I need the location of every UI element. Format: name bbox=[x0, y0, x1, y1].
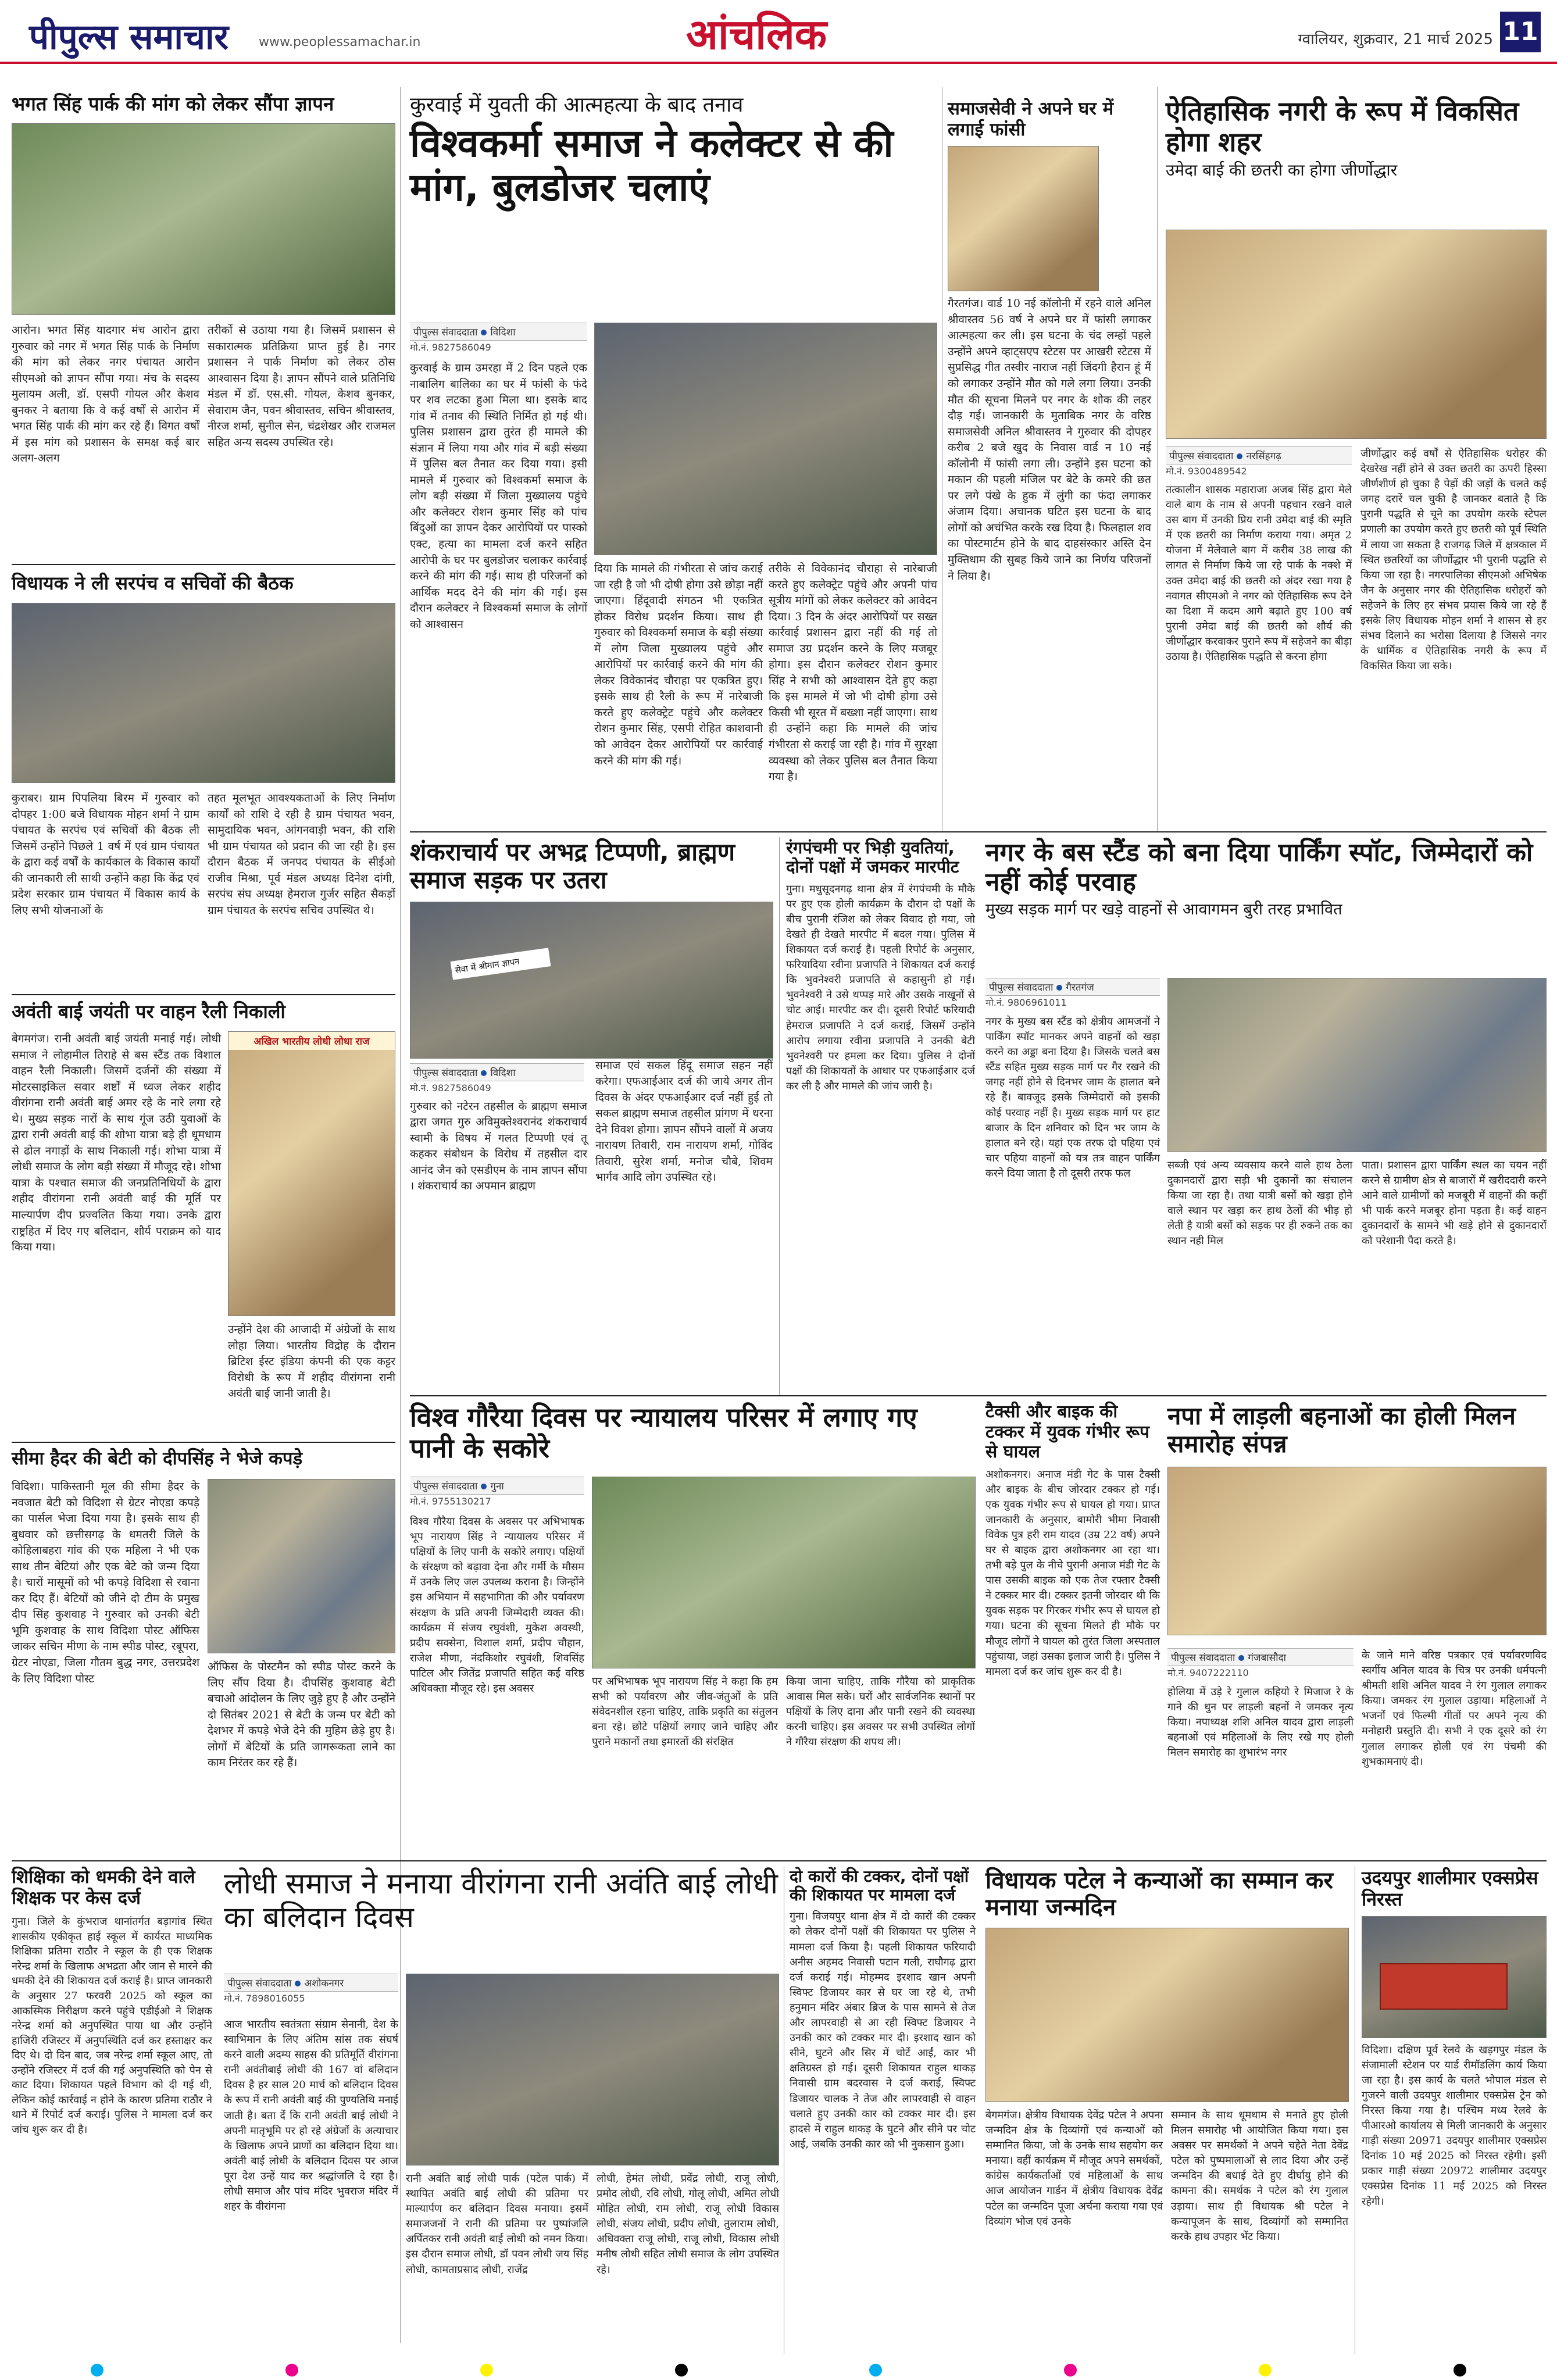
byline-block bbox=[410, 323, 587, 353]
article-body: कुरवाई के ग्राम उमरहा में 2 दिन पहले एक नाबालिग बालिका का घर में फांसी के फंदे पर शव लटका हुआ मिला था। इसके बाद गांव में तनाव की स्थिति निर्मित हो गई थी। पुलिस प्रशासन द्वारा तुरंत ही मामले की संज्ञान में लिया गया और गांव में बड़ी संख्या में पुलिस बल तैनात कर दिया गया। इसी मामले में गुरुवार को विश्वकर्मा समाज के लोग बड़ी संख्या में जिला मुख्यालय पहुंचे और कलेक्टर रोशन कुमार सिंह को पांच बिंदुओं का ज्ञापन देकर आरोपियों पर पास्को एक्ट, हत्या का मामला दर्ज करने सहित आरोपी के घर पर बुलडोजर चलाकर कार्रवाई करने की मांग की गई। साथ ही परिजनों को आर्थिक मदद देने की मांग की गई। इस दौरान कलेक्टर ने विश्वकर्मा समाज के लोगों को आश्वासन bbox=[410, 362, 587, 631]
column-rule bbox=[1157, 87, 1158, 831]
photo-banner-text: अखिल भारतीय लोधी लोधा राज bbox=[228, 1032, 395, 1050]
bullet-icon bbox=[481, 330, 487, 335]
article-mla-birthday bbox=[985, 1867, 1349, 2245]
article-photo bbox=[208, 1479, 395, 1653]
subhead: उमेदा बाई की छतरी का होगा जीर्णोद्धार bbox=[1166, 160, 1398, 180]
headline: रंगपंचमी पर भिड़ी युवतियां, दोनों पक्षों में जमकर मारपीट bbox=[786, 838, 959, 877]
article-body: उन्होंने देश की आजादी में अंग्रेजों के साथ लोहा लिया। भारतीय विद्रोह के दौरान ब्रिटिश ईस्ट इंडिया कंपनी की एक कट्टर विरोधी के रूप में शहीद वीरांगना रानी अवंती बाई जानी जाती है। bbox=[228, 1323, 395, 1400]
divider bbox=[218, 1860, 1547, 1861]
mobile-number: मो.नं. 9827586049 bbox=[410, 1082, 491, 1093]
headline: टैक्सी और बाइक की टक्कर में युवक गंभीर रूप से घायल bbox=[985, 1402, 1149, 1462]
print-registration-bar bbox=[0, 2360, 1557, 2380]
article-historic-city bbox=[1166, 96, 1547, 180]
mobile-number: मो.नं. 9407222110 bbox=[1167, 1667, 1249, 1678]
kicker: कुरवाई में युवती की आत्महत्या के बाद तनाव bbox=[410, 93, 744, 117]
headline: सीमा हैदर की बेटी को दीपसिंह ने भेजे कपड़े bbox=[12, 1448, 303, 1469]
article-body: ऑफिस के पोस्टमैन को स्पीड पोस्ट करने के लिए सौंप दिया है। दीपसिंह कुशवाह बेटी बचाओ आंदोलन के लिए जुड़े हुए है और उन्होंने दो सितंबर 2021 से बेटी के जन्म पर बेटी को देशभर में कपड़े भेजे देने की मुहिम छेड़े हुए है। लोगों में बेटियों के प्रति जागरूकता लाने का काम निरंतर कर रहे हैं। bbox=[208, 1660, 395, 1770]
article-photo bbox=[592, 1477, 976, 1668]
bullet-icon bbox=[481, 1070, 487, 1076]
bullet-icon bbox=[481, 1484, 487, 1489]
headline: शंकराचार्य पर अभद्र टिप्पणी, ब्राह्मण समाज सड़क पर उतरा bbox=[410, 838, 735, 895]
article-photo bbox=[1167, 978, 1547, 1152]
divider bbox=[410, 831, 1547, 832]
article-body: सब्जी एवं अन्य व्यवसाय करने वाले हाथ ठेला दुकानदारों द्वारा सड़ी भी दुकानों का संचालन किया जा रहा है। तथा यात्री बसों को खड़ा होने वाले स्थान पर खड़ा कर हाथ ठेलों की भीड़ हो लेती है यात्री बसों को सड़क पर ही रुकने तक का स्थान नही मिल bbox=[1167, 1159, 1352, 1248]
divider bbox=[410, 1395, 1547, 1396]
headline: समाजसेवी ने अपने घर में लगाई फांसी bbox=[948, 98, 1114, 140]
byline-block bbox=[410, 1063, 584, 1094]
article-sparrow-day bbox=[410, 1402, 977, 1464]
article-body: आज भारतीय स्वतंत्रता संग्राम सेनानी, देश के स्वाभिमान के लिए अंतिम सांस तक संघर्ष करने वाली अदम्य साहस की प्रतिमूर्ति वीरांगना रानी अवंतीबाई लोधी की 167 वां बलिदान दिवस है हर साल 20 मार्च को बलिदान दिवस के रूप में रानी अवंती बाई की पुण्यतिथि मनाई जाती है। बता दें कि रानी अवंती बाई लोधी ने अपनी मातृभूमि पर हो रहे अंग्रेजों के अत्याचार के खिलाफ अपने प्राणों का बलिदान दिया था। अवंती बाई लोधी के बलिदान दिवस पर आज पूरा देश उन्हें याद कर श्रद्धांजलि दे रहा है। लोधी समाज और पांच मंदिर भुवराज मंदिर में शहर के वीरांगना bbox=[224, 2018, 398, 2213]
article-photo bbox=[1167, 1467, 1547, 1635]
train-icon bbox=[1380, 1963, 1508, 2010]
subhead: मुख्य सड़क मार्ग पर खड़े वाहनों से आवागमन बुरी तरह प्रभावित bbox=[985, 900, 1342, 919]
article-car-collision bbox=[790, 1867, 976, 2152]
article-body: जीर्णोद्धार कई वर्षों से ऐतिहासिक धरोहर की देखरेख नहीं होने से उक्त छतरी का ऊपरी हिस्सा जीर्णशीर्ण हो चुका है पेड़ों की जड़ों के चलते कई जगह दरारें चल चुकी है जानकर बताते है कि पुरानी पद्धति से चूने का उपयोग करके स्टेपल प्रणाली का उपयोग करते हुए छतरी को पूर्व स्थिति में लाया जा सकता है राजगढ़ जिले में क्षत्रकाल में स्थित छतरियों का जीर्णोद्धार भी पुरानी पद्धति से किया जा रहा है। नगरपालिका सीएमओ अभिषेक जैन के अनुसार नगर की ऐतिहासिक धरोहरों को सहेजने के लिए हर संभव प्रयास किये जा रहे हैं इसके लिए विधायक मोहन शर्मा ने शासन से हर संभव दिलाने का भरोसा दिलाया है जिससे नगर के धार्मिक व ऐतिहासिक नगरी के रूप में विकसित किया जा सके। bbox=[1360, 448, 1547, 673]
bullet-icon bbox=[295, 1981, 301, 1986]
article-body: तहत मूलभूत आवश्यकताओं के लिए निर्माण कार्यों को राशि दे रही है ग्राम पंचायत भवन, सामुदायिक भवन, आंगनवाड़ी भवन, की राशि भी ग्राम पंचायत को प्रदान की जा रही है। इस दौरान बैठक में जनपद पंचायत के सीईओ राजीव मिश्रा, पूर्व मंडल अध्यक्ष दिनेश दांगी, सरपंच संघ अध्यक्ष हेमराज गुर्जर सहित सैकड़ों ग्राम पंचायत के सरपंच सचिव उपस्थित थे। bbox=[208, 792, 395, 917]
article-body: बेगमगंज। रानी अवंती बाई जयंती मनाई गई। लोधी समाज ने लोहामील तिराहे से बस स्टैंड तक विशाल वाहन रैली निकाली। जिसमें दर्जनों की संख्या में मोटरसाइकिल सवार शर्ष्टों में ध्वज लेकर शहीद वीरांगना रानी अवंती बाई अमर रहे के नारे लगा रहे थे। मुख्य सड़क नारों के साथ गूंज उठी युवाओं के द्वारा रानी अवंती बाई की शोभा यात्रा बड़े ही धूमधाम से ढोल नगाड़ों के साथ निकाली गई। शोभा यात्रा में लोधी समाज के लोग बड़ी संख्या में मौजूद रहे। शोभा यात्रा के पश्चात समाज की जनप्रतिनिधियों के द्वारा शहीद वीरांगना रानी अवंती बाई की मूर्ति पर माल्यार्पण दीप प्रज्वलित किया गया। उनके द्वारा राष्ट्रहित में दिए गए बलिदान, शौर्य पराक्रम को याद किया गया। bbox=[12, 1032, 221, 1254]
article-body: नगर के मुख्य बस स्टैंड को क्षेत्रीय आमजनों ने पार्किंग स्पॉट मानकर अपने वाहनों को खड़ा करने का अड्डा बना दिया है। जिसके चलते बस स्टैंड सहित मुख्य सड़क मार्ग पर गैर रखने की जगह नहीं होने से दिनभर जाम के हालात बने रहे हैं। बावजूद इसके जिम्मेदारों को इसकी कोई परवाह नहीं है। मुख्य सड़क मार्ग पर हाट बाजार के दिन शनिवार को दिन भर जाम के हालात बने रहे। यहां एक तरफ दो पहिया एवं चार पहिया वाहनों को यत्र तत्र वाहन पार्किंग करने दिया जाता है तो दूसरी तरफ फल bbox=[985, 1016, 1160, 1180]
registration-mark-icon bbox=[1454, 2364, 1466, 2377]
memorandum-paper: सेवा में श्रीमान ज्ञापन bbox=[451, 948, 551, 980]
article-body: विश्व गौरैया दिवस के अवसर पर अभिभाषक भूप नारायण सिंह ने न्यायालय परिसर में पक्षियों के लिए पानी के सकोरे लगाए। पक्षियों के संरक्षण को बढ़ावा देना और गर्मी के मौसम में उनके लिए जल उपलब्ध कराना है। जिन्होंने इस अभियान में सहभागिता की और पर्यावरण संरक्षण के प्रति अपनी जिम्मेदारी व्यक्त की। कार्यक्रम में संजय रघुवंशी, मुकेश अवस्थी, प्रदीप सक्सेना, विशाल शर्मा, प्रदीप चौहान, राजेश मीणा, नंदकिशोर रघुवंशी, शिवसिंह पाटिल और जितेंद्र प्रजापति सहित कई वरिष्ठ अधिवक्ता मौजूद रहे। इस अवसर bbox=[410, 1516, 584, 1695]
article-photo bbox=[228, 1031, 395, 1316]
registration-mark-icon bbox=[285, 2364, 298, 2377]
byline: पीपुल्स संवाददाता गंजबासौदा bbox=[1167, 1648, 1354, 1666]
article-bus-stand-parking bbox=[985, 838, 1547, 919]
article-avanti-bai-rally bbox=[12, 1000, 395, 1400]
article-vishwakarma-samaj bbox=[410, 93, 936, 210]
mobile-number: मो.नं. 9806961011 bbox=[985, 997, 1067, 1008]
bullet-icon bbox=[1237, 453, 1242, 459]
headline: नपा में लाड़ली बहनाओं का होली मिलन समारोह संपन्न bbox=[1167, 1402, 1516, 1459]
article-shalimar-express bbox=[1362, 1867, 1547, 2210]
bullet-icon bbox=[1238, 1655, 1244, 1661]
headline: विधायक ने ली सरपंच व सचिवों की बैठक bbox=[12, 572, 294, 594]
article-taxi-bike-collision bbox=[985, 1402, 1160, 1679]
article-body: अशोकनगर। अनाज मंडी गेट के पास टैक्सी और बाइक के बीच जोरदार टक्कर हो गई। एक युवक गंभीर रूप से घायल हो गया। प्राप्त जानकारी के अनुसार, बामोरी भीमा निवासी विवेक पुत्र हरी राम यादव (उम्र 22 वर्ष) अपने घर से बाइक द्वारा अशोकनगर आ रहा था। तभी बड़े पुल के नीचे पुरानी अनाज मंडी गेट के पास उसकी बाइक को एक तेज रफ्तार टैक्सी ने टक्कर मार दी। टक्कर इतनी जोरदार थी कि युवक सड़क पर गिरकर गंभीर रूप से घायल हो गया। घटना की सूचना मिलते ही मौके पर मौजूद लोगों ने घायल को तुरंत जिला अस्पताल पहुंचाया, जहां उसका इलाज जारी है। पुलिस ने मामला दर्ज कर जांच शुरू कर दी है। bbox=[985, 1468, 1160, 1678]
byline-block bbox=[1166, 446, 1352, 477]
divider bbox=[12, 1442, 395, 1443]
byline: पीपुल्स संवाददाता गैरतगंज bbox=[985, 978, 1160, 996]
headline: विधायक पटेल ने कन्याओं का सम्मान कर मनाया जन्मदिन bbox=[985, 1867, 1333, 1921]
divider bbox=[12, 564, 395, 565]
article-photo bbox=[985, 1928, 1349, 2102]
article-shankaracharya bbox=[410, 838, 773, 1195]
article-body: गुना। विजयपुर थाना क्षेत्र में दो कारों की टक्कर को लेकर दोनों पक्षों की शिकायत पर पुलिस ने मामला दर्ज किया है। पहली शिकायत फरियादी अनीस अहमद निवासी पटान गली, राघौगढ़ द्वारा दर्ज कराई गई। मोहम्मद इरशाद खान अपनी स्विफ्ट डिजायर कार से घर जा रहे थे, तभी हनुमान मंदिर अंबार ब्रिज के पास सामने से तेज और लापरवाही से आ रही स्विफ्ट डिजायर ने उनकी कार को टक्कर मार दी। इरशाद खान को सीने, घुटने और सिर में चोटें आईं, कार भी क्षतिग्रस्त हो गई। दूसरी शिकायत राहुल धाकड़ निवासी ग्राम बदरवास ने दर्ज कराई, स्विफ्ट डिजायर चालक ने तेज और लापरवाही से वाहन चलाते हुए उनकी कार को टक्कर मार दी। इस हादसे में राहुल धाकड़ के घुटने और सीने पर चोट आई, जबकि उनकी कार को भी नुकसान हुआ। bbox=[790, 1910, 976, 2150]
byline: पीपुल्स संवाददाता नरसिंहगढ़ bbox=[1166, 446, 1352, 464]
byline: पीपुल्स संवाददाता विदिशा bbox=[410, 1063, 584, 1081]
mobile-number: मो.नं. 9300489542 bbox=[1166, 466, 1247, 477]
article-body: गैरतगंज। वार्ड 10 नई कॉलोनी में रहने वाले अनिल श्रीवास्तव 56 वर्ष ने अपने घर में फांसी लगाकर आत्महत्या कर ली। इस घटना के चंद लम्हों पहले उन्होंने अपने व्हाट्सएप स्टेटस पर आखरी स्टेटस में सुप्रसिद्ध गीत तस्वीर नाराज नहीं जिंदगी हैरान हूं मैं को लगाकर उन्होंने मौत को गले लगा लिया। उनकी मौत की सूचना मिलने पर नगर के शोक की लहर दौड़ गई। जानकारी के मुताबिक नगर के वरिष्ठ समाजसेवी अनिल श्रीवास्तव ने गुरुवार की दोपहर करीब 2 बजे खुद के निवास वार्ड न 10 नई कॉलोनी में फांसी लगा ली। उन्होंने इस घटना को मकान की पहली मंजिल पर बेटे के कमरे की छत पर लगे पंखे के हुक में लुंगी का फंदा लगाकर अंजाम दिया। अचानक घटित इस घटना के बाद लोगों को अचंभित करके रख दिया है। फिलहाल शव का पोस्टमार्टम होने के बाद दाहसंस्कार अस्ति देन मुक्तिधाम की सुबह किये जाने का निर्णय परिजनों ने लिया है। bbox=[948, 297, 1151, 583]
site-url[interactable]: www.peoplessamachar.in bbox=[259, 35, 421, 49]
byline-block bbox=[985, 978, 1160, 1009]
article-body: गुना। जिले के कुंभराज थानांतर्गत बड़ागांव स्थित शासकीय एकीकृत हाई स्कूल में कार्यरत माध्यमिक शिक्षिका प्रतिमा राठौर ने स्कूल के ही एक शिक्षक नरेन्द्र शर्मा के खिलाफ अभद्रता और जान से मारने की धमकी देने की शिकायत दर्ज कराई है। प्राप्त जानकारी के अनुसार 27 फरवरी 2025 को स्कूल का आकस्मिक निरीक्षण करने पहुंचे एडीईओ ने शिक्षक नरेन्द्र शर्मा को अनुपस्थित पाया था और उन्होंने हाजिरी रजिस्टर में अनुपस्थिति दर्ज कर हस्ताक्षर कर दिए थे। दो दिन बाद, जब नरेन्द्र शर्मा स्कूल आए, तो उन्होंने रजिस्टर में दर्ज की गई अनुपस्थिति को पेन से काट दिया। शिकायत पहले विभाग को दी गई थी, लेकिन कोई कार्रवाई न होने के कारण प्रतिमा राठौर ने थाने में रिपोर्ट दर्ज कराई। पुलिस ने मामला दर्ज कर जांच शुरू कर दी है। bbox=[12, 1916, 212, 2136]
divider bbox=[12, 994, 395, 995]
article-photo bbox=[1166, 230, 1547, 439]
article-body: गुना। मधुसूदनगढ़ थाना क्षेत्र में रंगपंचमी के मौके पर हुए एक होली कार्यक्रम के दौरान दो पक्षों के बीच पुरानी रंजिश को लेकर विवाद हो गया, जो देखते ही देखते मारपीट में बदल गया। पुलिस में शिकायत दर्ज कराई है। पहली रिपोर्ट के अनुसार, फरियादिया रवीना प्रजापति ने शिकायत दर्ज कराई कि भुवनेश्वरी प्रजापति से कहासुनी हो गई। भुवनेश्वरी ने उसे थप्पड़ मारे और उसके नाखूनों से चोट आई। मारपीट कर दी। दूसरी रिपोर्ट फरियादी हेमराज प्रजापति ने दर्ज कराई, जिसमें उन्होंने आरोप लगाया रवीना प्रजापति ने उनकी बेटी भुवनेश्वरी पर हमला कर दिया। पुलिस ने दोनों पक्षों की शिकायतों के आधार पर एफआईआर दर्ज कर ली है और मामले की जांच जारी है। bbox=[786, 882, 975, 1092]
article-body: लोधी, हेमंत लोधी, प्रवेंद्र लोधी, राजू लोधी, प्रमोद लोधी, रवि लोधी, गोलू लोधी, अमित लोधी मोहित लोधी, राम लोधी, राजू लोधी विकास लोधी, संजय लोधी, प्रदीप लोधी, तुलाराम लोधी, अधिवक्ता राजू लोधी, राजू लोधी, विकास लोधी मनीष लोधी सहित लोधी समाज के लोग उपस्थित रहे। bbox=[597, 2172, 779, 2276]
article-body: पाता। प्रशासन द्वारा पार्किंग स्थल का चयन नहीं करने से ग्रामीण क्षेत्र से बाजारों में खरीददारी करने आने वाले ग्रामीणों को मजबूरी में वाहनों की कहीं भी पार्क करने मजबूर होना पड़ता है। कई वाहन दुकानदारों के सामने भी खड़े होने से दुकानदारों को परेशानी पैदा करते है। bbox=[1362, 1159, 1547, 1248]
mobile-number: मो.नं. 9755130217 bbox=[410, 1496, 491, 1507]
headline: अवंती बाई जयंती पर वाहन रैली निकाली bbox=[12, 1000, 285, 1023]
portrait-photo bbox=[948, 146, 1099, 291]
byline: पीपुल्स संवाददाता अशोकनगर bbox=[224, 1974, 398, 1992]
registration-mark-icon bbox=[675, 2364, 688, 2377]
train-photo bbox=[1362, 1916, 1547, 2038]
headline: दो कारों की टक्कर, दोनों पक्षों की शिकायत पर मामला दर्ज bbox=[790, 1867, 969, 1905]
bullet-icon bbox=[1056, 985, 1062, 991]
article-body: गुरुवार को नटेरन तहसील के ब्राह्मण समाज द्वारा जगत गुरु अविमुक्तेश्वरानंद शंकराचार्य स्वामी के विषय में गलत टिप्पणी एवं तू कहकर संबोधन के विरोध में तहसील दार आनंद जैन को एसडीएम के नाम ज्ञापन सौंपा । शंकराचार्य का अपमान ब्राह्मण bbox=[410, 1099, 587, 1193]
byline-block bbox=[224, 1974, 398, 2004]
registration-mark-icon bbox=[91, 2364, 103, 2377]
article-photo bbox=[12, 603, 395, 783]
mobile-number: मो.नं. 9827586049 bbox=[410, 342, 491, 353]
article-teacher-threat bbox=[12, 1867, 212, 2137]
article-seema-haider bbox=[12, 1448, 395, 1770]
byline: पीपुल्स संवाददाता गुना bbox=[410, 1477, 584, 1495]
article-social-worker bbox=[948, 99, 1151, 584]
article-body: समाज एवं सकल हिंदू समाज सहन नहीं करेगा। एफआईआर दर्ज की जाये अगर तीन दिवस के अंदर एफआईआर दर्ज नहीं हुई तो सकल ब्राह्मण समाज तहसील प्रांगण में धरना देने विवश होगा। ज्ञापन सौंपने वालों में अजय नारायण तिवारी, राम नारायण शर्मा, गोविंद तिवारी, सुरेश शर्मा, मनोज चौबे, शिवम भार्गव आदि लोग उपस्थित रहे। bbox=[595, 1059, 773, 1184]
article-body: के जाने माने वरिष्ठ पत्रकार एवं पर्यावरणविद स्वर्गीय अनिल यादव के चित्र पर उनकी धर्मपत्नी श्रीमती शशि अनिल यादव ने रंग गुलाल लगाकर किया। जमकर रंग गुलाल उड़ाया। महिलाओं ने भजनों एवं फिल्मी गीतों पर अपने नृत्य की मनोहारी प्रस्तुति दी। सभी ने एक दूसरे को रंग गुलाल लगाकर होली एवं रंग पंचमी की शुभकामनाएं दी। bbox=[1362, 1649, 1547, 1768]
article-mla-meeting bbox=[12, 572, 395, 917]
article-body: दिया कि मामले की गंभीरता से जांच कराई जा रही है जो भी दोषी होगा उसे छोड़ा नहीं जाएगा। हिंदूवादी संगठन भी एकत्रित होकर विरोध प्रदर्शन किया। साथ ही गुरुवार को विश्वकर्मा समाज के बड़ी संख्या में लोग जिला मुख्यालय पहुंचे और आरोपियों पर कार्रवाई करने की मांग की लेकर विवेकानंद चौराहा पर एकत्रित हुए। इसके साथ ही रैली के रूप में नारेबाजी करते हुए कलेक्ट्रेट पहुंचे और कलेक्टर रोशन कुमार सिंह, एसपी रोहित काशवानी को आवेदन देकर आरोपियों पर कार्रवाई करने की मांग की गई। bbox=[594, 562, 763, 767]
article-body: विदिशा। पाकिस्तानी मूल की सीमा हैदर के नवजात बेटी को विदिशा से ग्रेटर नोएडा कपड़े का पार्सल भेजा दिया गया है। इसके साथ ही बुधवार को छत्तीसगढ़ के धमतरी जिले के कोहिलाबहरा गांव की एक महिला ने भी एक साथ तीन बेटियां और एक बेटे को जन्म दिया है। चारों मासूमों को भी कपड़े विदिशा से रवाना कर दिए हैं। बेटियों को जीने दो टीम के प्रमुख दीप सिंह कुशवाह ने गुरुवार को उनकी बेटी भूमि कुशवाह के साथ विदिशा पोस्ट ऑफिस जाकर सचिन मीणा के नाम स्पीड पोस्ट, रबूपरा, ग्रेटर नोएडा, जिला गौतम बुद्ध नगर, उत्तरप्रदेश के लिए विदिशा पोस्ट bbox=[12, 1480, 199, 1685]
headline: विश्व गौरैया दिवस पर न्यायालय परिसर में लगाए गए पानी के सकोरे bbox=[410, 1402, 917, 1464]
column-rule bbox=[400, 87, 401, 2343]
registration-mark-icon bbox=[869, 2364, 882, 2377]
article-body: आरोन। भगत सिंह यादगार मंच आरोन द्वारा गुरुवार को नगर में भगत सिंह पार्क के निर्माण की मांग को लेकर नगर पंचायत आरोन सीएमओ को ज्ञापन सौंपा गया। मंच के सदस्य मुलायम अली, डॉ. एसपी गोयल और केशव बुनकर ने बताया कि वे कई वर्षों से आरोन में भगत सिंह पार्क की मांग कर रहे हैं। विगत वर्षों में इस मांग को प्रशासन के समक्ष कई बार अलग-अलग bbox=[12, 324, 199, 465]
article-lodhi-samaj bbox=[224, 1867, 779, 1934]
article-body: विदिशा। दक्षिण पूर्व रेलवे के खड़गपुर मंडल के संजामाली स्टेशन पर यार्ड रीमॉडलिंग कार्य किया जा रहा है। इस कार्य के चलते भोपाल मंडल से गुजरने वाली उदयपुर शालीमार एक्सप्रेस ट्रेन को निरस्त किया गया है। पश्चिम मध्य रेलवे के पीआरओ कार्यालय से मिली जानकारी के अनुसार गाड़ी संख्या 20971 उदयपुर शालीमार एक्सप्रेस दिनांक 10 मई 2025 को निरस्त रहेगी। इसी प्रकार गाड़ी संख्या 20972 शालीमार उदयपुर एक्सप्रेस दिनांक 11 मई 2025 को निरस्त रहेगी। bbox=[1362, 2043, 1547, 2208]
byline: पीपुल्स संवाददाता विदिशा bbox=[410, 323, 587, 341]
article-ladli-behna-holi bbox=[1167, 1402, 1547, 1635]
article-bhagat-singh-park bbox=[12, 92, 395, 465]
newspaper-logo[interactable]: पीपुल्स समाचार bbox=[29, 17, 229, 58]
section-title: आंचलिक bbox=[686, 10, 827, 59]
headline: भगत सिंह पार्क की मांग को लेकर सौंपा ज्ञापन bbox=[12, 92, 334, 115]
article-photo bbox=[406, 1974, 779, 2165]
dateline: ग्वालियर, शुक्रवार, 21 मार्च 2025 bbox=[1298, 31, 1493, 48]
article-rangpanchami-fight bbox=[786, 838, 975, 1094]
registration-mark-icon bbox=[480, 2364, 493, 2377]
registration-mark-icon bbox=[1259, 2364, 1272, 2377]
article-body: रानी अवंति बाई लोधी पार्क (पटेल पार्क) में स्थापित अवंति बाई लोधी की प्रतिमा पर माल्यार्पण कर बलिदान दिवस मनाया। इसमें समाजजनों ने रानी की प्रतिमा पर पुष्पांजलि अर्पितकर रानी अवंती बाई लोधी को नमन किया। इस दौरान समाज लोधी, डॉ पवन लोधी जय सिंह लोधी, कामताप्रसाद लोधी, राजेंद्र bbox=[406, 2172, 588, 2276]
headline: शिक्षिका को धमकी देने वाले शिक्षक पर केस दर्ज bbox=[12, 1867, 195, 1909]
headline: विश्वकर्मा समाज ने कलेक्टर से की मांग, बुलडोजर चलाएं bbox=[410, 121, 894, 210]
article-photo bbox=[410, 902, 773, 1059]
registration-mark-icon bbox=[1064, 2364, 1077, 2377]
article-body: पर अभिभाषक भूप नारायण सिंह ने कहा कि हम सभी को पर्यावरण और जीव-जंतुओं के प्रति संवेदनशील रहना चाहिए, ताकि प्रकृति का संतुलन बना रहे। छोटे पक्षियों लगाए जाने चाहिए और पुराने मकानों तथा इमारतों की संरक्षित bbox=[592, 1675, 778, 1749]
headline: उदयपुर शालीमार एक्सप्रेस निरस्त bbox=[1362, 1867, 1538, 1910]
masthead bbox=[0, 0, 1557, 64]
article-body: तरीकों से उठाया गया है। जिसमें प्रशासन से सकारात्मक प्रतिक्रिया प्राप्त हुई है। नगर प्रशासन ने पार्क निर्माण को लेकर ठोस आश्वासन दिया है। ज्ञापन सौंपने वाले प्रतिनिधि मंडल में डॉ. एस.सी. गोयल, केशव बुनकर, सेवाराम जैन, पवन श्रीवास्तव, सचिन श्रीवास्तव, नीरज शर्मा, सुनील सेन, चंद्रशेखर और राजमल सहित अन्य सदस्य उपस्थित रहे। bbox=[208, 324, 395, 449]
article-body: किया जाना चाहिए, ताकि गौरैया को प्राकृतिक आवास मिल सके। घरों और सार्वजनिक स्थानों पर पक्षियों के लिए दाना और पानी रखने की व्यवस्था करनी चाहिए। इस अवसर पर सभी उपस्थित लोगों ने गौरैया संरक्षण की शपथ ली। bbox=[786, 1675, 975, 1749]
article-body: बेगमगंज। क्षेत्रीय विधायक देवेंद्र पटेल ने अपना जन्मदिन क्षेत्र के दिव्यांगों एवं कन्याओं को सम्मानित किया, जो के उनके साथ सहयोग कर मनाया। वहीं कार्यक्रम में मौजूद अपने समर्थकों, कांग्रेस कार्यकर्ताओं एवं महिलाओं के साथ आज आयोजन गार्डन में क्षेत्रीय विधायक देवेंद्र पटेल का जन्मदिन पूजा अर्चना कराया गया एवं दिव्यांग भोज एवं उनके bbox=[985, 2109, 1163, 2228]
article-photo bbox=[12, 123, 395, 315]
article-body: तत्कालीन शासक महाराजा अजब सिंह द्वारा मेले वाले बाग के नाम से अपनी पहचान रखने वाले उस बाग में उनकी प्रिय रानी उमेदा बाई की स्मृति में एक छतरी का निर्माण कराया गया। अमृत 2 योजना में मेलेवाले बाग में करीब 38 लाख की लागत से निर्माण किये जा रहे पार्क के नक्शे में उक्त उमेदा बाई की छतरी को अंदर रखा गया है नवागत सीएमओ ने नगर को ऐतिहासिक रूप देने का दिशा में कदम आगे बढ़ाते हुए 100 वर्ष पुरानी उमेदा बाई की छतरी को शौर्य की जीर्णोद्धार करवाकर पुराने रूप में सहेजने का बीड़ा उठाया है। ऐतिहासिक पद्धति से करना होगा bbox=[1166, 484, 1352, 663]
article-photo bbox=[594, 323, 937, 555]
byline-block bbox=[410, 1477, 584, 1507]
column-rule bbox=[779, 837, 780, 1395]
page-number: 11 bbox=[1500, 12, 1541, 52]
article-body: कुराबर। ग्राम पिपलिया बिरम में गुरुवार को दोपहर 1:00 बजे विधायक मोहन शर्मा ने ग्राम पंचायत के सरपंच एवं सचिवों की बैठक ली जिसमें उन्होंने पिछले 1 वर्ष में एवं ग्राम पंचायत के द्वारा कई वर्षों के कार्यकाल के विकास कार्यों की जानकारी ली साथी उन्होंने कहा कि केंद्र एवं प्रदेश सरकार ग्राम पंचायत में विकास कार्य के लिए सभी योजनाओं के bbox=[12, 792, 199, 917]
article-body: होलिया में उड़े रे गुलाल कहियो रे मिजाज रे के गाने की धुन पर लाड़ली बहनों ने जमकर नृत्य किया। नपाध्यक्ष शशि अनिल यादव द्वारा लाड़ली बहनाओं एवं महिलाओं के लिए रखे गए होली मिलन समारोह का शुभारंभ नगर bbox=[1167, 1686, 1354, 1759]
article-body: सम्मान के साथ धूमधाम से मनाते हुए होली मिलन समारोह भी आयोजित किया गया। इस अवसर पर समर्थकों ने अपने चहेते नेता देवेंद्र पटेल को पुष्पमालाओं से लाद दिया और उन्हें जन्मदिन की बधाई देते हुए दीर्घायु होने की कामना की। समर्थक ने पटेल को रंग गुलाल उड़ाया। साथ ही विधायक श्री पटेल ने कन्यापूजन के साथ, दिव्यांगों को सम्मानित करके हाथ उपहार भेंट किया। bbox=[1171, 2109, 1348, 2243]
article-body: तरीके से विवेकानंद चौराहा से नारेबाजी करते हुए कलेक्ट्रेट पहुंचे और अपनी पांच सूत्रीय मांगों को लेकर कलेक्टर को आवेदन दिया। 3 दिन के अंदर आरोपियों पर सख्त कार्रवाई प्रशासन द्वारा नहीं की गई तो समाज उग्र प्रदर्शन करने के लिए मजबूर होगा। इस दौरान कलेक्टर रोशन कुमार सिंह ने सभी को आश्वासन देते हुए कहा कि इस मामले में जो भी दोषी होगा उसे किसी भी सूरत में बख्शा नहीं जाएगा। साथ ही उन्होंने कहा कि मामले की जांच गंभीरता से कराई जा रही है। गांव में सुरक्षा व्यवस्था को लेकर पुलिस बल तैनात किया गया है। bbox=[769, 562, 937, 784]
headline: लोधी समाज ने मनाया वीरांगना रानी अवंति बाई लोधी का बलिदान दिवस bbox=[224, 1867, 778, 1934]
mobile-number: मो.नं. 7898016055 bbox=[224, 1993, 305, 2004]
byline-block bbox=[1167, 1648, 1354, 1679]
headline: ऐतिहासिक नगरी के रूप में विकसित होगा शहर bbox=[1166, 95, 1519, 158]
headline: नगर के बस स्टैंड को बना दिया पार्किंग स्पॉट, जिम्मेदारों को नहीं कोई परवाह bbox=[985, 838, 1533, 897]
